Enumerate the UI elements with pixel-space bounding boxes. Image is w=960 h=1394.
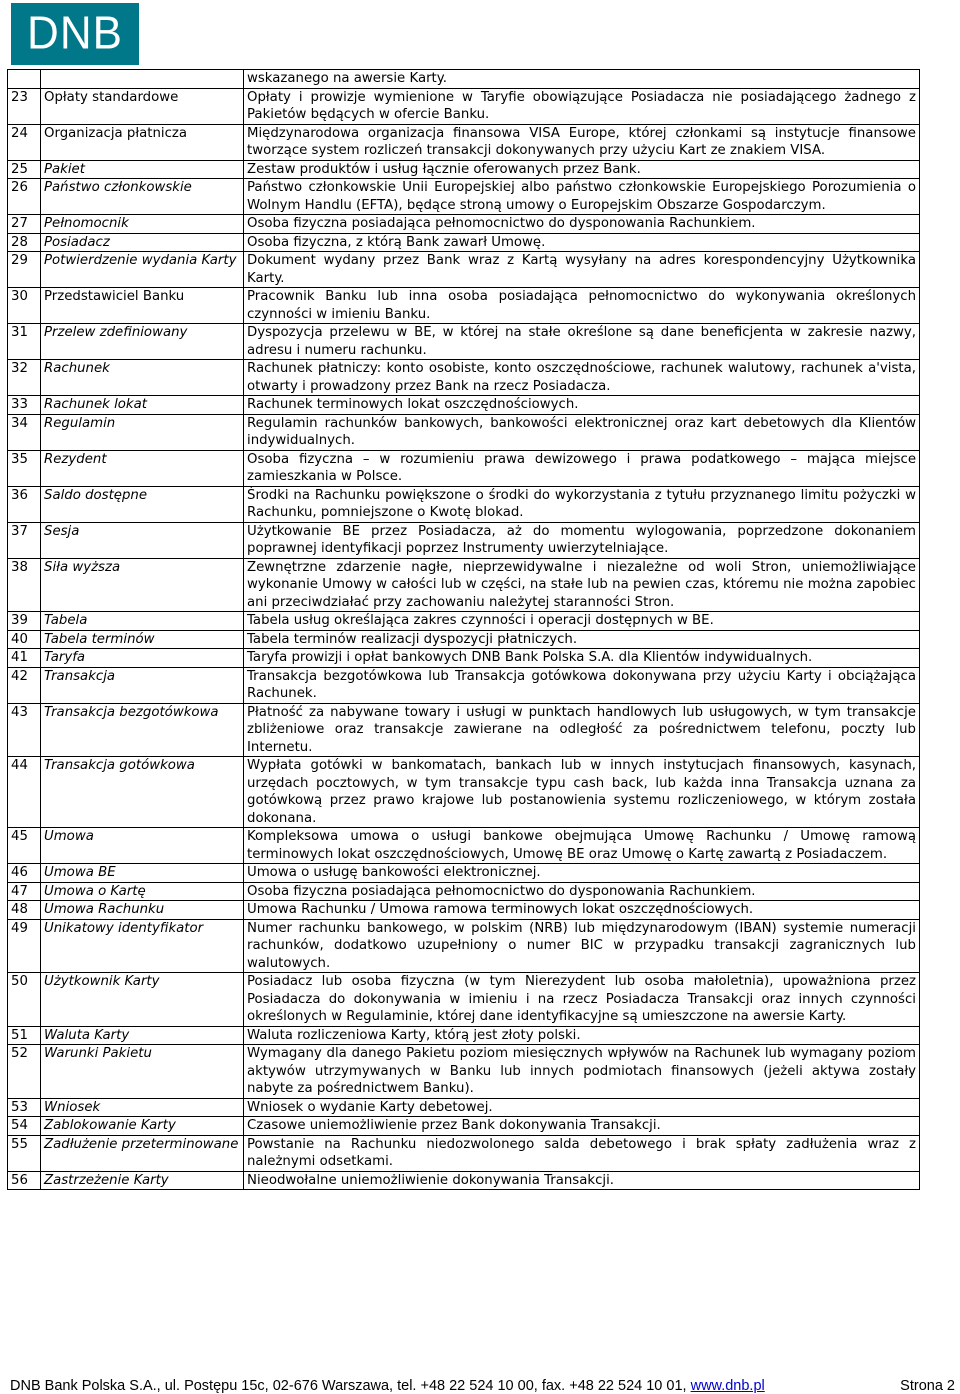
table-row — [8, 486, 920, 522]
definition-cell: Płatność za nabywane towary i usługi w punktach handlowych lub usługowych, w tym transakcje zbliżeniowe oraz transakcje zawierane na odległość za pośrednictwem telefonu, poczty lub Internetu. — [244, 703, 920, 757]
table-row — [8, 630, 920, 649]
table-row — [8, 1045, 920, 1099]
row-number: 43 — [8, 703, 41, 757]
row-number: 46 — [8, 864, 41, 883]
definition-cell: Państwo członkowskie Unii Europejskiej albo państwo członkowskie Europejskiego Porozumienia o Wolnym Handlu (EFTA), będące stroną umowy o Europejskim Obszarze Gospodarczym. — [244, 179, 920, 215]
definition-cell: Powstanie na Rachunku niedozwolonego salda debetowego i brak spłaty zadłużenia wraz z należnymi odsetkami. — [244, 1135, 920, 1171]
definition-cell: Środki na Rachunku powiększone o środki do wykorzystania z tytułu przyznanego limitu pożyczki w Rachunku, pomniejszone o Kwotę blokad. — [244, 486, 920, 522]
table-row — [8, 649, 920, 668]
term-cell — [41, 70, 244, 89]
term-cell: Organizacja płatnicza — [41, 124, 244, 160]
table-row — [8, 828, 920, 864]
term-cell: Sesja — [41, 522, 244, 558]
definition-cell: Nieodwołalne uniemożliwienie dokonywania Transakcji. — [244, 1171, 920, 1190]
definition-cell: Wniosek o wydanie Karty debetowej. — [244, 1098, 920, 1117]
definition-cell: Zewnętrzne zdarzenie nagłe, nieprzewidywalne i niezależne od woli Stron, uniemożliwiające wykonanie Umowy w całości lub w części, na stałe lub na pewien czas, któremu nie można zapobiec ani przeciwdziałać przy zachowaniu należytej staranności Stron. — [244, 558, 920, 612]
table-row — [8, 901, 920, 920]
definition-cell: Osoba fizyczna, z którą Bank zawarł Umowę. — [244, 233, 920, 252]
table-row — [8, 179, 920, 215]
row-number: 35 — [8, 450, 41, 486]
row-number: 27 — [8, 215, 41, 234]
definition-cell: Posiadacz lub osoba fizyczna (w tym Nierezydent lub osoba małoletnia), upoważniona przez Posiadacza do dokonywania w imieniu i na rzecz Posiadacza Transakcji oraz innych czynności określonych w Regulaminie, której dane identyfikacyjne są umieszczone na awersie Karty. — [244, 973, 920, 1027]
term-cell: Posiadacz — [41, 233, 244, 252]
term-cell: Umowa — [41, 828, 244, 864]
term-cell: Przelew zdefiniowany — [41, 324, 244, 360]
row-number: 55 — [8, 1135, 41, 1171]
row-number: 23 — [8, 88, 41, 124]
row-number — [8, 70, 41, 89]
table-row — [8, 396, 920, 415]
term-cell: Transakcja — [41, 667, 244, 703]
footer-website-link[interactable]: www.dnb.pl — [690, 1378, 765, 1394]
definitions-table — [7, 69, 920, 1190]
table-row — [8, 324, 920, 360]
term-cell: Tabela terminów — [41, 630, 244, 649]
definition-cell: Dokument wydany przez Bank wraz z Kartą wysyłany na adres korespondencyjny Użytkownika Karty. — [244, 252, 920, 288]
definition-cell: Osoba fizyczna – w rozumieniu prawa dewizowego i prawa podatkowego – mająca miejsce zamieszkania w Polsce. — [244, 450, 920, 486]
row-number: 29 — [8, 252, 41, 288]
term-cell: Regulamin — [41, 414, 244, 450]
table-row — [8, 703, 920, 757]
table-row — [8, 558, 920, 612]
row-number: 26 — [8, 179, 41, 215]
footer-address: DNB Bank Polska S.A., ul. Postępu 15c, 02-676 Warszawa, tel. +48 22 524 10 00, fax. +48 22 524 10 01, — [10, 1378, 687, 1394]
row-number: 28 — [8, 233, 41, 252]
definition-cell: Kompleksowa umowa o usługi bankowe obejmująca Umowę Rachunku / Umowę ramową terminowych lokat oszczędnościowych, Umowę BE oraz Umowę o Kartę zawartą z Posiadaczem. — [244, 828, 920, 864]
definition-cell: Wymagany dla danego Pakietu poziom miesięcznych wpływów na Rachunek lub wymagany poziom aktywów utrzymywanych w Banku lub innych podmiotach finansowych (jeżeli aktywa zostały nabyte za pośrednictwem Banku). — [244, 1045, 920, 1099]
table-row — [8, 973, 920, 1027]
table-row — [8, 864, 920, 883]
term-cell: Unikatowy identyfikator — [41, 919, 244, 973]
term-cell: Siła wyższa — [41, 558, 244, 612]
definition-cell: Międzynarodowa organizacja finansowa VISA Europe, której członkami są instytucje finansowe tworzące system rozliczeń transakcji dokonywanych przy użyciu Kart ze znakiem VISA. — [244, 124, 920, 160]
definition-cell: Regulamin rachunków bankowych, bankowości elektronicznej oraz kart debetowych dla Klientów indywidualnych. — [244, 414, 920, 450]
definition-cell: Tabela usług określająca zakres czynności i operacji dostępnych w BE. — [244, 612, 920, 631]
definition-cell: Taryfa prowizji i opłat bankowych DNB Bank Polska S.A. dla Klientów indywidualnych. — [244, 649, 920, 668]
term-cell: Zablokowanie Karty — [41, 1117, 244, 1136]
term-cell: Transakcja gotówkowa — [41, 757, 244, 828]
table-row — [8, 667, 920, 703]
table-row — [8, 1098, 920, 1117]
table-row — [8, 882, 920, 901]
term-cell: Opłaty standardowe — [41, 88, 244, 124]
row-number: 32 — [8, 360, 41, 396]
table-row — [8, 88, 920, 124]
row-number: 42 — [8, 667, 41, 703]
term-cell: Waluta Karty — [41, 1026, 244, 1045]
definitions-table-body — [8, 70, 920, 1190]
definition-cell: Osoba fizyczna posiadająca pełnomocnictwo do dysponowania Rachunkiem. — [244, 882, 920, 901]
term-cell: Pełnomocnik — [41, 215, 244, 234]
row-number: 25 — [8, 160, 41, 179]
page-number: Strona 2 — [900, 1378, 955, 1394]
term-cell: Zadłużenie przeterminowane — [41, 1135, 244, 1171]
term-cell: Państwo członkowskie — [41, 179, 244, 215]
table-row — [8, 360, 920, 396]
row-number: 24 — [8, 124, 41, 160]
row-number: 37 — [8, 522, 41, 558]
table-row — [8, 757, 920, 828]
row-number: 36 — [8, 486, 41, 522]
row-number: 52 — [8, 1045, 41, 1099]
row-number: 53 — [8, 1098, 41, 1117]
definition-cell: Osoba fizyczna posiadająca pełnomocnictwo do dysponowania Rachunkiem. — [244, 215, 920, 234]
row-number: 34 — [8, 414, 41, 450]
term-cell: Tabela — [41, 612, 244, 631]
table-row — [8, 522, 920, 558]
table-row — [8, 70, 920, 89]
definition-cell: Pracownik Banku lub inna osoba posiadająca pełnomocnictwo do wykonywania określonych czynności w imieniu Banku. — [244, 288, 920, 324]
table-row — [8, 450, 920, 486]
row-number: 47 — [8, 882, 41, 901]
logo-text: DNB — [27, 7, 123, 60]
table-row — [8, 919, 920, 973]
table-row — [8, 252, 920, 288]
table-row — [8, 215, 920, 234]
definition-cell: Rachunek płatniczy: konto osobiste, konto oszczędnościowe, rachunek walutowy, rachunek a'vista, otwarty i prowadzony przez Bank na rzecz Posiadacza. — [244, 360, 920, 396]
definition-cell: Rachunek terminowych lokat oszczędnościowych. — [244, 396, 920, 415]
definition-cell: Wypłata gotówki w bankomatach, bankach lub w innych instytucjach finansowych, kasynach, urzędach pocztowych, w tym transakcje typu cash back, lub każda inna Transakcja uznana za gotówkową przez prawo krajowe lub postanowienia systemu rozliczeniowego, w którym została dokonana. — [244, 757, 920, 828]
row-number: 40 — [8, 630, 41, 649]
row-number: 50 — [8, 973, 41, 1027]
table-row — [8, 288, 920, 324]
table-row — [8, 414, 920, 450]
definition-cell: Tabela terminów realizacji dyspozycji płatniczych. — [244, 630, 920, 649]
row-number: 49 — [8, 919, 41, 973]
definition-cell: Użytkowanie BE przez Posiadacza, aż do momentu wylogowania, poprzedzone dokonaniem poprawnej identyfikacji poprzez Instrumenty uwierzytelniające. — [244, 522, 920, 558]
table-row — [8, 1171, 920, 1190]
row-number: 54 — [8, 1117, 41, 1136]
row-number: 41 — [8, 649, 41, 668]
dnb-logo — [11, 3, 139, 65]
term-cell: Potwierdzenie wydania Karty — [41, 252, 244, 288]
row-number: 45 — [8, 828, 41, 864]
definition-cell: wskazanego na awersie Karty. — [244, 70, 920, 89]
term-cell: Transakcja bezgotówkowa — [41, 703, 244, 757]
term-cell: Umowa Rachunku — [41, 901, 244, 920]
row-number: 44 — [8, 757, 41, 828]
term-cell: Rezydent — [41, 450, 244, 486]
term-cell: Umowa BE — [41, 864, 244, 883]
table-row — [8, 1135, 920, 1171]
row-number: 39 — [8, 612, 41, 631]
term-cell: Rachunek lokat — [41, 396, 244, 415]
term-cell: Taryfa — [41, 649, 244, 668]
definition-cell: Opłaty i prowizje wymienione w Taryfie obowiązujące Posiadacza nie posiadającego żadnego z Pakietów będących w ofercie Banku. — [244, 88, 920, 124]
term-cell: Przedstawiciel Banku — [41, 288, 244, 324]
term-cell: Zastrzeżenie Karty — [41, 1171, 244, 1190]
term-cell: Warunki Pakietu — [41, 1045, 244, 1099]
term-cell: Umowa o Kartę — [41, 882, 244, 901]
definition-cell: Zestaw produktów i usług łącznie oferowanych przez Bank. — [244, 160, 920, 179]
table-row — [8, 1117, 920, 1136]
row-number: 38 — [8, 558, 41, 612]
table-row — [8, 1026, 920, 1045]
row-number: 56 — [8, 1171, 41, 1190]
definition-cell: Umowa o usługę bankowości elektronicznej. — [244, 864, 920, 883]
definition-cell: Dyspozycja przelewu w BE, w której na stałe określone są dane beneficjenta w zakresie nazwy, adresu i numeru rachunku. — [244, 324, 920, 360]
table-row — [8, 612, 920, 631]
term-cell: Rachunek — [41, 360, 244, 396]
term-cell: Saldo dostępne — [41, 486, 244, 522]
table-row — [8, 124, 920, 160]
table-row — [8, 233, 920, 252]
definition-cell: Umowa Rachunku / Umowa ramowa terminowych lokat oszczędnościowych. — [244, 901, 920, 920]
row-number: 31 — [8, 324, 41, 360]
definition-cell: Transakcja bezgotówkowa lub Transakcja gotówkowa dokonywana przy użyciu Karty i obciążająca Rachunek. — [244, 667, 920, 703]
footer-address-line — [10, 1378, 765, 1394]
table-row — [8, 160, 920, 179]
row-number: 48 — [8, 901, 41, 920]
definition-cell: Waluta rozliczeniowa Karty, którą jest złoty polski. — [244, 1026, 920, 1045]
term-cell: Pakiet — [41, 160, 244, 179]
term-cell: Użytkownik Karty — [41, 973, 244, 1027]
definition-cell: Numer rachunku bankowego, w polskim (NRB) lub międzynarodowym (IBAN) systemie numeracji rachunków, dodatkowo uzupełniony o numer BIC w przypadku transakcji zagranicznych lub walutowych. — [244, 919, 920, 973]
term-cell: Wniosek — [41, 1098, 244, 1117]
row-number: 33 — [8, 396, 41, 415]
definition-cell: Czasowe uniemożliwienie przez Bank dokonywania Transakcji. — [244, 1117, 920, 1136]
row-number: 30 — [8, 288, 41, 324]
row-number: 51 — [8, 1026, 41, 1045]
